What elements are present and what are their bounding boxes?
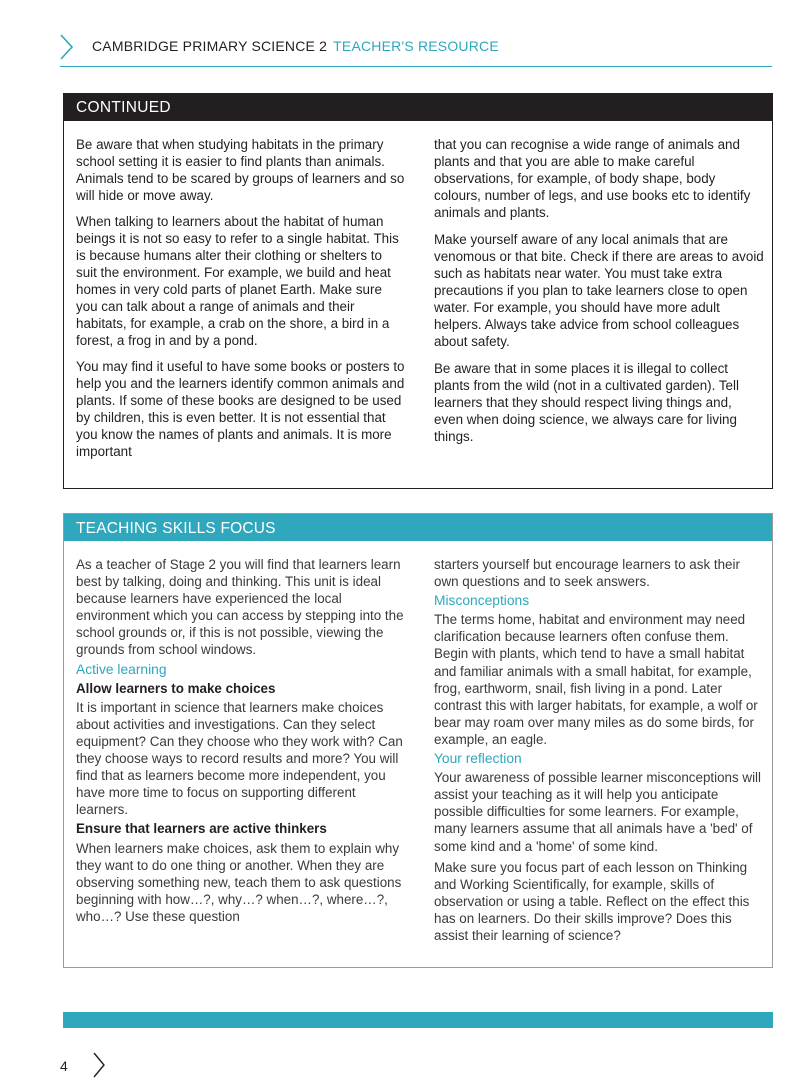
continued-box-title: CONTINUED bbox=[64, 94, 772, 121]
active-learning-heading: Active learning bbox=[76, 661, 167, 677]
reflection-heading: Your reflection bbox=[434, 751, 522, 767]
teaching-skills-box bbox=[63, 513, 773, 968]
continued-left-column bbox=[76, 136, 406, 469]
chevron-right-icon bbox=[93, 1052, 105, 1078]
paragraph: Your awareness of possible learner misconceptions will assist your teaching as it will help you anticipate possible difficulties for some learners. For example, many learners assume that all animals have a 'bed' of some kind and a 'home' of some kind. bbox=[434, 770, 761, 854]
skills-left-column bbox=[76, 556, 406, 927]
header-title bbox=[92, 38, 499, 54]
paragraph: that you can recognise a wide range of animals and plants and that you are able to make careful observations, for example, of body shape, body colours, number of legs, and use books etc to identify animals and plants. bbox=[434, 137, 751, 220]
skills-right-column bbox=[434, 556, 764, 946]
series-title: CAMBRIDGE PRIMARY SCIENCE 2 bbox=[92, 38, 328, 54]
page-number: 4 bbox=[60, 1058, 68, 1074]
misconceptions-heading: Misconceptions bbox=[434, 593, 530, 609]
paragraph: When talking to learners about the habitat of human beings it is not so easy to refer to a single habitat. This is because humans alter their clothing or shelters to suit the environment. For example, we build and heat homes in very cold parts of planet Earth. Make sure you can talk about a range of animals and their habitats, for example, a crab on the shore, a bird in a forest, a frog in and by a pond. bbox=[76, 214, 399, 348]
paragraph: Make yourself aware of any local animals that are venomous or that bite. Check if there are areas to avoid such as habitats near water. You must take extra precautions if you plan to take learners close to open water. For example, you should have more adult helpers. Always take advice from school colleagues about safety. bbox=[434, 232, 764, 349]
paragraph: As a teacher of Stage 2 you will find that learners learn best by talking, doing and thinking. This unit is ideal because learners have experienced the local environment which you can access by stepping into the school grounds or, if this is not possible, viewing the grounds from school windows. bbox=[76, 557, 404, 658]
continued-box bbox=[63, 93, 773, 489]
paragraph: Be aware that in some places it is illegal to collect plants from the wild (not in a cultivated garden). Tell learners that they should respect living things and, even when doing science, we always care for living things. bbox=[434, 361, 739, 444]
footer-bar bbox=[63, 1012, 773, 1028]
thinkers-heading: Ensure that learners are active thinkers bbox=[76, 821, 327, 837]
paragraph: starters yourself but encourage learners to ask their own questions and to seek answers. bbox=[434, 557, 740, 590]
paragraph: It is important in science that learners make choices about activities and investigations. Can they select equipment? Can they choose who they work with? Can they choose ways to record results and more? You will find that as learners become more independent, you have more time to focus on supporting different learners. bbox=[76, 699, 403, 818]
teaching-skills-title: TEACHING SKILLS FOCUS bbox=[64, 514, 772, 541]
choices-heading: Allow learners to make choices bbox=[76, 680, 276, 696]
resource-title: TEACHER'S RESOURCE bbox=[333, 38, 499, 54]
paragraph: Be aware that when studying habitats in the primary school setting it is easier to find plants than animals. Animals tend to be scared by groups of learners and so will hide or move away. bbox=[76, 137, 405, 203]
paragraph: Make sure you focus part of each lesson on Thinking and Working Scientifically, for example, skills of observation or using a table. Reflect on the effect this has on learners. Do their skills improve? Does this assist their learning of science? bbox=[434, 859, 750, 943]
paragraph: When learners make choices, ask them to explain why they want to do one thing or another. When they are observing something new, teach them to ask questions beginning with how…?, why…? when…?, where…?, who…? Use these question bbox=[76, 840, 402, 924]
page-header bbox=[60, 32, 772, 67]
paragraph: The terms home, habitat and environment may need clarification because learners often confuse them. Begin with plants, which tend to have a small habitat and familiar animals with a small habitat, for example, frog, earthworm, snail, fish living in a pond. Later contrast this with larger habitats, for example, a wolf or bear may roam over many miles as do some birds, for example, an eagle. bbox=[434, 612, 758, 747]
chevron-right-icon bbox=[60, 34, 74, 60]
paragraph: You may find it useful to have some books or posters to help you and the learners identify common animals and plants. If some of these books are designed to be used by children, this is even better. It is not essential that you know the names of plants and animals. It is more important bbox=[76, 359, 405, 459]
continued-right-column bbox=[434, 136, 764, 455]
